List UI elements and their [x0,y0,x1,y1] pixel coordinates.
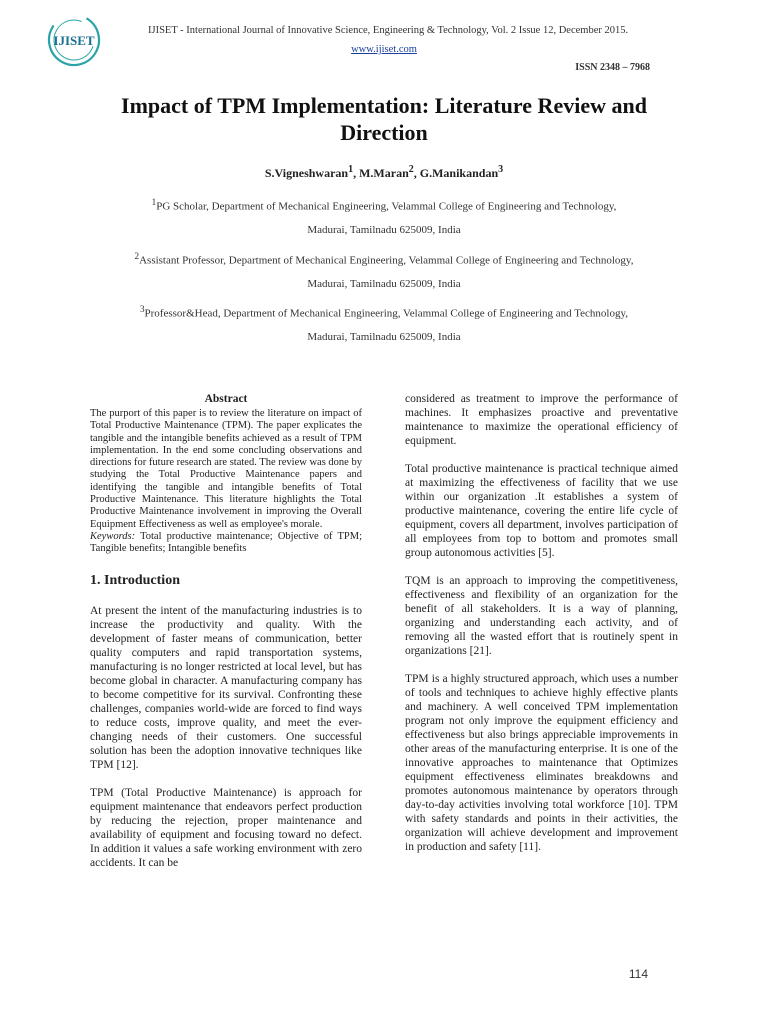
abstract-text: The purport of this paper is to review the literature on impact of Total Productive Maintenance (TPM). The paper explicates the tangible and the intangible benefits achieved as a result of TPM implementation. In the end some concluding observations and directions for future research are stated. The review was done by studying the Total Productive Maintenance papers and identifying the tangible and intangible benefits of Total Productive Maintenance. This literature highlights the Total Productive Maintenance involvement in improving the Overall Equipment Effectiveness as well as employee's morale. [90,408,362,530]
right-paragraph-4: TPM is a highly structured approach, which uses a number of tools and techniques to achieve highly effective plants and machinery. A well conceived TPM implementation program not only improve the equipment efficiency and effectiveness but also brings appreciable improvements in other areas of the manufacturing enterprise. It is one of the innovative approaches to maintenance that Optimizes equipment effectiveness eliminates breakdowns and promotes autonomous maintenance by operators through day-to-day activities involving total workforce [10]. TPM with safety standards and points in their activities, the organization will achieve development and improvement in production and safety [11]. [405,673,678,853]
right-paragraph-3: TQM is an approach to improving the competitiveness, effectiveness and flexibility of an organization for the benefit of all stakeholders. It is a way of planning, organizing and understanding each activity, and of removing all the wasted effort that is routinely spent in organizations [21]. [405,575,678,657]
affiliation-2: $^2$Assistant Professor, Department of Mechanical Engineering, Velammal College of Engineering and Technology, [134,251,634,267]
affiliation-1-address: Madurai, Tamilnadu 625009, India [307,224,461,236]
page-number: 114 [628,967,648,981]
affiliation-3: $^3$Professor&Head, Department of Mechanical Engineering, Velammal College of Engineering and Technology, [139,304,629,320]
affiliation-2-address: Madurai, Tamilnadu 625009, India [307,278,461,290]
issn: ISSN 2348 – 7968 [575,62,650,73]
paper-title: Impact of TPM Implementation: Literature Review and Direction [121,93,647,145]
right-paragraph-1: considered as treatment to improve the performance of machines. It emphasizes proactive and preventative maintenance to maximize the operational efficiency of equipment. [405,393,678,447]
intro-paragraph-1: At present the intent of the manufacturing industries is to increase the productivity and quality. With the development of faster means of communication, better quality computers and rapid transportation systems, manufacturing is no longer restricted at local level, but has become global in character. A manufacturing company has to become competitive for its survival. Confronting these challenges, companies world-wide are forced to find ways to reduce costs, improve quality, and meet the ever-changing needs of their customers. One successful solution has been the adoption innovative techniques like TPM [12]. [90,604,362,771]
section-heading-introduction: 1. Introduction [90,572,180,588]
svg-text:IJISET: IJISET [53,33,95,48]
right-paragraph-2: Total productive maintenance is practical technique aimed at maximizing the effectiveness of facility that we use within our organization .It establishes a system of productive maintenance, covering the entire life cycle of equipment, covers all department, involves participation of all employees from top to bottom and promotes small group autonomous activities [5]. [405,463,678,559]
ijiset-logo [46,12,102,68]
journal-citation: IJISET - International Journal of Innovative Science, Engineering & Technology, Vol. 2 Issue 12, December 2015. [148,25,629,36]
right-column [405,392,678,868]
affiliation-1: $^1$PG Scholar, Department of Mechanical Engineering, Velammal College of Engineering and Technology, [151,197,617,213]
intro-paragraph-2: TPM (Total Productive Maintenance) is approach for equipment maintenance that endeavors perfect production by reducing the rejection, proper maintenance and availability of equipment and focusing toward no defect. In addition it values a safe working environment with zero accidents. It can be [90,786,362,869]
abstract-heading: Abstract [204,393,248,405]
left-column [90,392,362,884]
affiliation-3-address: Madurai, Tamilnadu 625009, India [307,331,461,343]
keywords: Keywords: Total productive maintenance; Objective of TPM; Tangible benefits; Intangible benefits [90,530,362,555]
authors: S.Vigneshwaran$^1$, M.Maran$^2$, G.Manikandan$^3$ [264,164,504,180]
journal-url [0,44,768,55]
journal-url-link[interactable]: www.ijiset.com [351,44,417,55]
